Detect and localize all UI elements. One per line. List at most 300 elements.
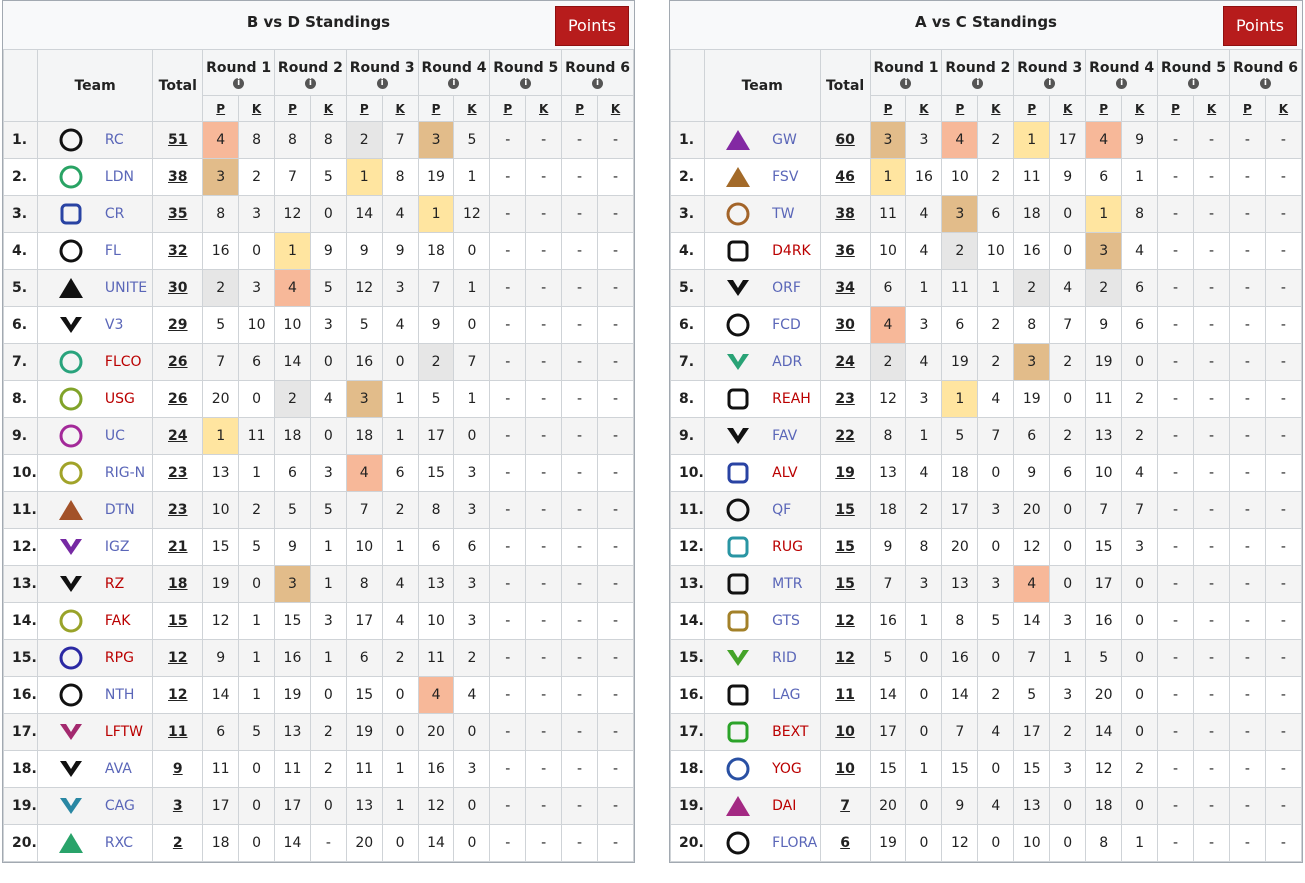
table-row [4,344,634,381]
rank-cell: 18. [671,751,705,788]
round-label: Round 2 [277,60,343,76]
placement-cell: 4 [1086,122,1122,159]
kills-cell: - [1194,159,1230,196]
placement-cell: 7 [418,270,454,307]
kills-cell: 8 [906,529,942,566]
team-logo-icon [704,677,772,714]
kills-cell: - [526,381,562,418]
table-row [4,677,634,714]
total-cell: 15 [153,603,203,640]
placement-cell: - [562,603,598,640]
team-link[interactable]: RZ [105,566,153,603]
rank-cell: 16. [671,677,705,714]
team-logo-icon [37,159,105,196]
placement-cell: 20 [1014,492,1050,529]
table-row [4,381,634,418]
placement-cell: 11 [942,270,978,307]
placement-cell: 17 [275,788,311,825]
placement-cell: 5 [203,307,239,344]
kills-cell: 1 [382,381,418,418]
points-button[interactable]: Points [555,6,629,46]
placement-cell: 5 [346,307,382,344]
placement-cell: 15 [275,603,311,640]
placement-cell: - [1229,381,1265,418]
placement-cell: - [1229,196,1265,233]
kills-cell: - [598,677,634,714]
team-link[interactable]: ADR [772,344,820,381]
placement-cell: - [490,492,526,529]
placement-cell: - [1158,492,1194,529]
kills-cell: 0 [239,751,275,788]
round-label: Round 3 [349,60,415,76]
k-header: K [1194,96,1230,122]
kills-cell: - [598,566,634,603]
placement-cell: 11 [346,751,382,788]
info-icon[interactable]: i [1044,78,1055,89]
total-cell: 29 [153,307,203,344]
team-link[interactable]: QF [772,492,820,529]
points-button[interactable]: Points [1223,6,1297,46]
placement-cell: 15 [1086,529,1122,566]
total-cell: 34 [820,270,870,307]
kills-cell: 0 [382,825,418,862]
kills-cell: - [526,159,562,196]
total-cell: 26 [153,381,203,418]
rank-cell: 4. [671,233,705,270]
table-row [4,233,634,270]
team-link[interactable]: RC [105,122,153,159]
placement-cell: 11 [1086,381,1122,418]
k-header: K [382,96,418,122]
placement-cell: 9 [942,788,978,825]
rank-cell: 18. [4,751,38,788]
placement-cell: - [562,159,598,196]
team-link[interactable]: UC [105,418,153,455]
placement-cell: 13 [1014,788,1050,825]
team-link[interactable]: CR [105,196,153,233]
placement-cell: - [1158,196,1194,233]
total-cell: 38 [820,196,870,233]
placement-cell: - [1229,825,1265,862]
team-logo-icon [37,492,105,529]
total-header: Total [153,50,203,122]
kills-cell: 3 [454,455,490,492]
kills-cell: - [598,825,634,862]
kills-cell: - [1194,825,1230,862]
placement-cell: 3 [346,381,382,418]
placement-cell: - [1229,640,1265,677]
table-row [4,714,634,751]
team-logo-icon [704,270,772,307]
placement-cell: 17 [203,788,239,825]
kills-cell: - [1265,825,1301,862]
kills-cell: 0 [382,677,418,714]
kills-cell: 4 [454,677,490,714]
kills-cell: 0 [310,344,346,381]
team-link[interactable]: LFTW [105,714,153,751]
team-link[interactable]: FCD [772,307,820,344]
kills-cell: - [1265,196,1301,233]
placement-cell: 12 [1086,751,1122,788]
total-cell: 51 [153,122,203,159]
placement-cell: 14 [942,677,978,714]
team-link[interactable]: FLORA [772,825,820,862]
rank-cell: 17. [671,714,705,751]
placement-cell: - [1158,788,1194,825]
table-row [4,825,634,862]
team-link[interactable]: CAG [105,788,153,825]
rank-cell: 2. [4,159,38,196]
table-row [671,566,1302,603]
placement-cell: 4 [1014,566,1050,603]
info-icon[interactable]: i [233,78,244,89]
total-cell: 60 [820,122,870,159]
total-cell: 11 [153,714,203,751]
kills-cell: 0 [1050,529,1086,566]
placement-cell: - [1158,381,1194,418]
table-row [671,233,1302,270]
total-cell: 24 [153,418,203,455]
team-link[interactable]: RPG [105,640,153,677]
round-header [562,50,634,96]
info-icon[interactable]: i [377,78,388,89]
placement-cell: 16 [870,603,906,640]
k-header: K [526,96,562,122]
kills-cell: - [598,529,634,566]
placement-cell: - [1158,751,1194,788]
kills-cell: 1 [454,381,490,418]
placement-cell: 13 [346,788,382,825]
team-link[interactable]: NTH [105,677,153,714]
kills-cell: 0 [239,381,275,418]
kills-cell: 1 [382,788,418,825]
team-link[interactable]: GW [772,122,820,159]
team-link[interactable]: RUG [772,529,820,566]
kills-cell: - [1194,751,1230,788]
placement-cell: 3 [1014,344,1050,381]
table-row [4,122,634,159]
placement-cell: - [490,788,526,825]
placement-cell: 13 [275,714,311,751]
team-link[interactable]: LDN [105,159,153,196]
team-logo-icon [37,566,105,603]
placement-cell: 19 [870,825,906,862]
kills-cell: 3 [978,492,1014,529]
kills-cell: 0 [239,233,275,270]
team-logo-icon [704,566,772,603]
table-row [671,122,1302,159]
team-link[interactable]: RID [772,640,820,677]
kills-cell: 0 [239,566,275,603]
placement-cell: 18 [942,455,978,492]
team-logo-icon [37,640,105,677]
kills-cell: 0 [310,788,346,825]
total-cell: 22 [820,418,870,455]
rank-cell: 4. [4,233,38,270]
placement-cell: - [1158,640,1194,677]
total-cell: 21 [153,529,203,566]
p-header: P [870,96,906,122]
kills-cell: - [1265,640,1301,677]
info-icon[interactable]: i [1260,78,1271,89]
info-icon[interactable]: i [520,78,531,89]
kills-cell: - [1265,418,1301,455]
rank-cell: 11. [671,492,705,529]
placement-cell: 18 [1014,196,1050,233]
placement-cell: 17 [942,492,978,529]
rank-cell: 10. [4,455,38,492]
placement-cell: - [490,159,526,196]
placement-cell: 12 [1014,529,1050,566]
placement-cell: 10 [942,159,978,196]
rank-cell: 20. [4,825,38,862]
team-link[interactable]: FL [105,233,153,270]
kills-cell: 0 [382,344,418,381]
placement-cell: - [1158,307,1194,344]
team-link[interactable]: LAG [772,677,820,714]
team-logo-icon [37,233,105,270]
placement-cell: 3 [203,159,239,196]
kills-cell: 0 [1122,566,1158,603]
team-logo-icon [37,122,105,159]
team-link[interactable]: YOG [772,751,820,788]
kills-cell: - [1194,270,1230,307]
standings-table [3,49,634,862]
placement-cell: 8 [1014,307,1050,344]
team-link[interactable]: FSV [772,159,820,196]
placement-cell: - [490,233,526,270]
placement-cell: - [490,529,526,566]
team-link[interactable]: FLCO [105,344,153,381]
kills-cell: - [526,603,562,640]
team-link[interactable]: GTS [772,603,820,640]
team-link[interactable]: USG [105,381,153,418]
kills-cell: 0 [454,307,490,344]
info-icon[interactable]: i [1188,78,1199,89]
kills-cell: - [598,307,634,344]
team-link[interactable]: BEXT [772,714,820,751]
placement-cell: 11 [870,196,906,233]
kills-cell: - [1265,307,1301,344]
team-link[interactable]: AVA [105,751,153,788]
kills-cell: - [526,566,562,603]
kills-cell: 7 [1050,307,1086,344]
kills-cell: 0 [978,529,1014,566]
placement-cell: 17 [418,418,454,455]
team-logo-icon [704,529,772,566]
kills-cell: - [1194,307,1230,344]
team-link[interactable]: RIG-N [105,455,153,492]
table-row [4,307,634,344]
info-icon[interactable]: i [972,78,983,89]
kills-cell: 1 [382,751,418,788]
placement-cell: - [562,825,598,862]
team-logo-icon [37,344,105,381]
placement-cell: 1 [275,233,311,270]
rank-cell: 1. [4,122,38,159]
team-logo-icon [704,233,772,270]
team-link[interactable]: REAH [772,381,820,418]
placement-cell: - [562,529,598,566]
kills-cell: 2 [1050,344,1086,381]
placement-cell: 4 [275,270,311,307]
info-icon[interactable]: i [592,78,603,89]
team-link[interactable]: ALV [772,455,820,492]
total-cell: 3 [153,788,203,825]
table-row [671,270,1302,307]
kills-cell: - [598,492,634,529]
total-cell: 15 [820,529,870,566]
placement-cell: 12 [275,196,311,233]
placement-cell: 16 [418,751,454,788]
placement-cell: 12 [418,788,454,825]
rank-cell: 6. [4,307,38,344]
k-header: K [454,96,490,122]
placement-cell: 16 [203,233,239,270]
kills-cell: 3 [978,566,1014,603]
total-cell: 6 [820,825,870,862]
placement-cell: 14 [203,677,239,714]
total-cell: 7 [820,788,870,825]
team-logo-icon [704,307,772,344]
placement-cell: 1 [418,196,454,233]
team-link[interactable]: FAK [105,603,153,640]
kills-cell: - [1194,529,1230,566]
team-logo-icon [704,196,772,233]
kills-cell: 4 [978,788,1014,825]
team-logo-icon [37,603,105,640]
kills-cell: 1 [454,159,490,196]
kills-cell: 8 [310,122,346,159]
round-label: Round 1 [206,60,272,76]
placement-cell: - [1229,677,1265,714]
kills-cell: 0 [239,788,275,825]
team-link[interactable]: MTR [772,566,820,603]
placement-cell: 14 [275,344,311,381]
table-row [4,529,634,566]
kills-cell: 2 [382,640,418,677]
kills-cell: 4 [906,233,942,270]
kills-cell: 9 [1050,159,1086,196]
team-link[interactable]: ORF [772,270,820,307]
p-header: P [1229,96,1265,122]
info-icon[interactable]: i [448,78,459,89]
team-link[interactable]: IGZ [105,529,153,566]
placement-cell: - [1229,566,1265,603]
p-header: P [346,96,382,122]
total-cell: 46 [820,159,870,196]
team-logo-icon [37,825,105,862]
total-cell: 38 [153,159,203,196]
placement-cell: 12 [203,603,239,640]
kills-cell: 4 [906,196,942,233]
kills-cell: 5 [239,529,275,566]
placement-cell: - [490,344,526,381]
table-row [4,603,634,640]
placement-cell: - [562,381,598,418]
kills-cell: - [598,603,634,640]
kills-cell: 0 [1122,344,1158,381]
kills-cell: - [1265,159,1301,196]
total-cell: 23 [153,492,203,529]
k-header: K [1122,96,1158,122]
kills-cell: 3 [454,603,490,640]
info-icon[interactable]: i [900,78,911,89]
team-link[interactable]: DTN [105,492,153,529]
kills-cell: 8 [1122,196,1158,233]
table-row [671,381,1302,418]
team-logo-icon [704,751,772,788]
total-cell: 10 [820,714,870,751]
team-link[interactable]: D4RK [772,233,820,270]
table-row [671,640,1302,677]
placement-cell: 5 [1086,640,1122,677]
info-icon[interactable]: i [1116,78,1127,89]
table-row [4,751,634,788]
kills-cell: - [1194,714,1230,751]
kills-cell: 1 [239,455,275,492]
table-row [671,788,1302,825]
placement-cell: 20 [418,714,454,751]
p-header: P [1086,96,1122,122]
placement-cell: - [1229,344,1265,381]
k-header: K [1265,96,1301,122]
placement-cell: 8 [1086,825,1122,862]
placement-cell: - [1229,714,1265,751]
placement-cell: - [1229,529,1265,566]
team-link[interactable]: FAV [772,418,820,455]
team-link[interactable]: DAI [772,788,820,825]
placement-cell: 15 [942,751,978,788]
kills-cell: 3 [310,603,346,640]
kills-cell: - [1194,233,1230,270]
team-link[interactable]: UNITE [105,270,153,307]
placement-cell: - [490,751,526,788]
placement-cell: 20 [870,788,906,825]
placement-cell: - [490,677,526,714]
kills-cell: 2 [1122,381,1158,418]
placement-cell: 5 [942,418,978,455]
total-cell: 11 [820,677,870,714]
kills-cell: - [1194,603,1230,640]
placement-cell: - [1158,603,1194,640]
placement-cell: 4 [346,455,382,492]
placement-cell: 1 [1086,196,1122,233]
placement-cell: - [562,418,598,455]
placement-cell: 8 [203,196,239,233]
placement-cell: 20 [942,529,978,566]
total-cell: 10 [820,751,870,788]
placement-cell: - [562,714,598,751]
placement-cell: - [562,492,598,529]
total-cell: 12 [820,640,870,677]
rank-cell: 5. [4,270,38,307]
total-cell: 26 [153,344,203,381]
kills-cell: 0 [310,418,346,455]
team-link[interactable]: V3 [105,307,153,344]
table-row [4,788,634,825]
team-link[interactable]: RXC [105,825,153,862]
table-row [671,603,1302,640]
total-cell: 23 [820,381,870,418]
info-icon[interactable]: i [305,78,316,89]
placement-cell: 17 [870,714,906,751]
placement-cell: 11 [418,640,454,677]
table-row [4,455,634,492]
kills-cell: - [598,270,634,307]
team-link[interactable]: TW [772,196,820,233]
p-header: P [942,96,978,122]
